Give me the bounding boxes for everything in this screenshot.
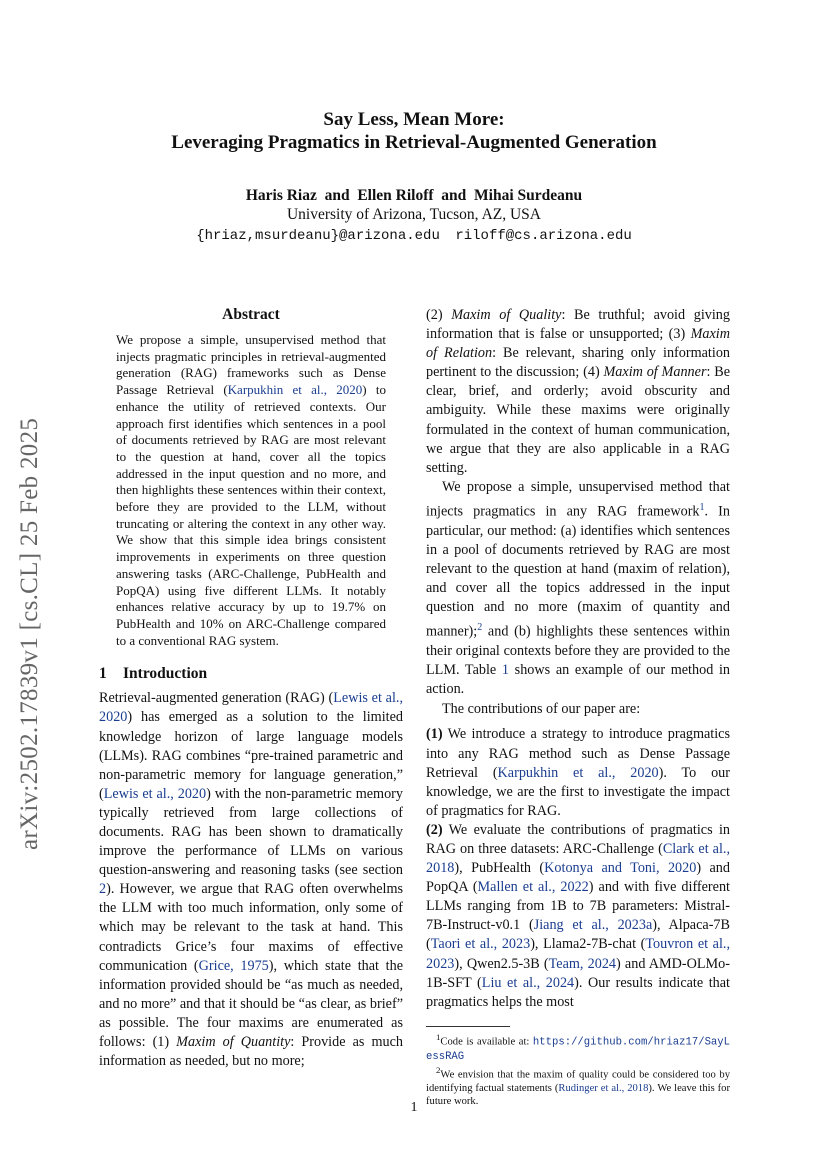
maxims-paragraph bbox=[426, 306, 730, 478]
abstract-heading: Abstract bbox=[222, 306, 280, 323]
body-text: ) with the non-parametric memory typically retrieved from large collections of documents. RAG has been shown to dramatically improve the performance of LLMs on various question-answering and reasoning tasks (see section bbox=[99, 785, 403, 879]
abstract-text-part: ) to enhance the utility of retrieved contexts. Our approach first identifies which sentences in a pool of documents retrieved by RAG are most relevant to the question at hand, cover all the topics addressed in the input question and no more, and then highlights these sentences within their context, before they are provided to the LLM, without truncating or altering the context in any other way. We show that this simple idea brings consistent improvements in experiments on three question answering tasks (ARC-Challenge, PubHealth and PopQA) using five different LLMs. It notably enhances relative accuracy by up to 19.7% on PubHealth and 10% on ARC-Challenge compared to a conventional RAG system. bbox=[116, 382, 386, 648]
title-line-2: Leveraging Pragmatics in Retrieval-Augmented Generation bbox=[171, 132, 657, 153]
left-column bbox=[99, 306, 403, 1071]
footnote-text: ). We leave this for future work. bbox=[426, 1082, 731, 1107]
body-text: We introduce a strategy to introduce pragmatics into any RAG method such as Dense Passage Retrieval ( bbox=[426, 726, 730, 781]
table-reference-link[interactable]: 1 bbox=[501, 662, 509, 679]
emphasis-text: Maxim of Quantity bbox=[176, 1034, 291, 1051]
citation-link[interactable]: Lewis et al., 2020 bbox=[99, 690, 404, 726]
body-text: shows an example of our method in action. bbox=[426, 662, 730, 698]
body-text: ). Our results indicate that pragmatics helps the most bbox=[426, 974, 731, 1010]
right-column bbox=[426, 306, 730, 1108]
body-text: : Be truthful; avoid giving information that is false or unsupported; (3) bbox=[426, 307, 730, 343]
body-text: Retrieval-augmented generation (RAG) ( bbox=[99, 690, 334, 707]
abstract-text bbox=[116, 332, 386, 649]
footnote-divider bbox=[426, 1026, 510, 1027]
citation-link[interactable]: Grice, 1975 bbox=[198, 957, 269, 974]
body-text: . In particular, our method: (a) identifies which sentences in a pool of documents retrieved by RAG are most relevant to the question at hand (maxim of relation), and cover all the topics addressed in the input question and no more (maxim of quantity and manner); bbox=[426, 503, 730, 640]
code-repository-link[interactable]: https://github.com/hriaz17/SayLessRAG bbox=[426, 1036, 730, 1063]
section-number: 1 bbox=[99, 665, 107, 683]
citation-link[interactable]: Karpukhin et al., 2020 bbox=[497, 764, 659, 781]
contribution-number: (1) bbox=[426, 726, 443, 743]
email-2: riloff@cs.arizona.edu bbox=[455, 228, 632, 244]
citation-link[interactable]: Kotonya and Toni, 2020 bbox=[544, 860, 697, 877]
abstract-text-part: We propose a simple, unsupervised method that injects pragmatic principles in retrieval-augmented generation (RAG) frameworks such as Dense Passage Retrieval ( bbox=[116, 332, 386, 398]
paper-title bbox=[0, 108, 828, 154]
author-emails bbox=[0, 225, 828, 246]
footnote-text: We envision that the maxim of quality could be considered too by identifying factual statements ( bbox=[426, 1069, 730, 1094]
author-block bbox=[0, 186, 828, 246]
emphasis-text: Maxim of Relation bbox=[426, 326, 730, 362]
citation-link[interactable]: Team, 2024 bbox=[548, 955, 617, 972]
section-heading-introduction bbox=[99, 665, 403, 683]
citation-link[interactable]: Taori et al., 2023 bbox=[430, 936, 531, 953]
citation-link[interactable]: Touvron et al., 2023 bbox=[426, 936, 730, 972]
body-text: We propose a simple, unsupervised method that injects pragmatics in any RAG framework bbox=[426, 478, 730, 520]
footnote-marker-2[interactable]: 2 bbox=[477, 622, 483, 634]
footnote-marker-1[interactable]: 1 bbox=[699, 501, 705, 513]
citation-link[interactable]: Karpukhin et al., 2020 bbox=[227, 382, 363, 398]
section-reference-link[interactable]: 2 bbox=[99, 881, 107, 898]
body-text: ) and PopQA ( bbox=[426, 860, 730, 896]
body-text: : Provide as much information as needed, but no more; bbox=[99, 1034, 403, 1070]
body-text: ), Llama2-7B-chat ( bbox=[530, 936, 646, 953]
footnote-1 bbox=[426, 1031, 730, 1064]
body-text: ). However, we argue that RAG often overwhelms the LLM with too much information, only some of which may be relevant to the task at hand. This contradicts Grice’s four maxims of effective communication ( bbox=[99, 881, 403, 974]
title-line-1: Say Less, Mean More: bbox=[323, 109, 505, 130]
method-paragraph bbox=[426, 478, 730, 700]
email-1: {hriaz,msurdeanu}@arizona.edu bbox=[196, 228, 440, 244]
body-text: (2) bbox=[426, 307, 452, 323]
contribution-1 bbox=[426, 725, 730, 820]
footnote-number: 2 bbox=[436, 1064, 441, 1075]
body-text: ), Alpaca-7B ( bbox=[426, 917, 730, 953]
body-text: ), which state that the information provided should be “as much as needed, and no more” and that it should be “as clear, as brief” as possible. The four maxims are enumerated as follows: (1) bbox=[99, 957, 403, 1051]
contribution-number: (2) bbox=[426, 821, 443, 838]
page-number: 1 bbox=[410, 1100, 418, 1115]
citation-link[interactable]: Jiang et al., 2023a bbox=[533, 917, 653, 934]
citation-link[interactable]: Mallen et al., 2022 bbox=[477, 879, 589, 896]
emphasis-text: Maxim of Manner bbox=[603, 364, 707, 381]
footnote-number: 1 bbox=[436, 1031, 441, 1042]
body-text: ), Qwen2.5-3B ( bbox=[454, 955, 549, 972]
body-text: ) has emerged as a solution to the limited knowledge horizon of large language models (LLMs). RAG combines “pre-trained parametric and non-parametric memory for language generation,” ( bbox=[99, 709, 403, 802]
arxiv-identifier-stamp: arXiv:2502.17839v1 [cs.CL] 25 Feb 2025 bbox=[16, 417, 43, 850]
footnote-text: Code is available at: bbox=[440, 1036, 533, 1048]
intro-paragraph-1 bbox=[99, 689, 403, 1071]
citation-link[interactable]: Clark et al., 2018 bbox=[426, 841, 730, 877]
author-affiliation: University of Arizona, Tucson, AZ, USA bbox=[286, 206, 542, 223]
body-text: : Be relevant, sharing only information pertinent to the discussion; (4) bbox=[426, 345, 731, 381]
body-text: ) and AMD-OLMo-1B-SFT ( bbox=[426, 955, 730, 991]
contribution-2 bbox=[426, 821, 730, 1012]
body-text: : Be clear, brief, and orderly; avoid obscurity and ambiguity. While these maxims were originally formulated in the context of human communication, we argue that they are also applicable in a RAG setting. bbox=[426, 364, 730, 476]
citation-link[interactable]: Liu et al., 2024 bbox=[481, 974, 575, 991]
emphasis-text: Maxim of Quality bbox=[451, 307, 562, 323]
citation-link[interactable]: Rudinger et al., 2018 bbox=[558, 1082, 649, 1094]
body-text: ). To our knowledge, we are the first to investigate the impact of pragmatics for RAG. bbox=[426, 764, 730, 819]
citation-link[interactable]: Lewis et al., 2020 bbox=[103, 785, 207, 802]
body-text: ), PubHealth ( bbox=[454, 860, 545, 877]
body-text: We evaluate the contributions of pragmatics in RAG on three datasets: ARC-Challenge ( bbox=[426, 821, 730, 857]
section-title: Introduction bbox=[123, 665, 208, 683]
author-names: Haris Riaz and Ellen Riloff and Mihai Surdeanu bbox=[245, 187, 583, 204]
body-text: and (b) highlights these sentences within their original contexts before they are provided to the LLM. Table bbox=[426, 623, 730, 679]
body-text: ) and with five different LLMs ranging from 1B to 7B parameters: Mistral-7B-Instruct-v0.1 ( bbox=[426, 879, 730, 934]
contributions-intro: The contributions of our paper are: bbox=[442, 701, 641, 718]
